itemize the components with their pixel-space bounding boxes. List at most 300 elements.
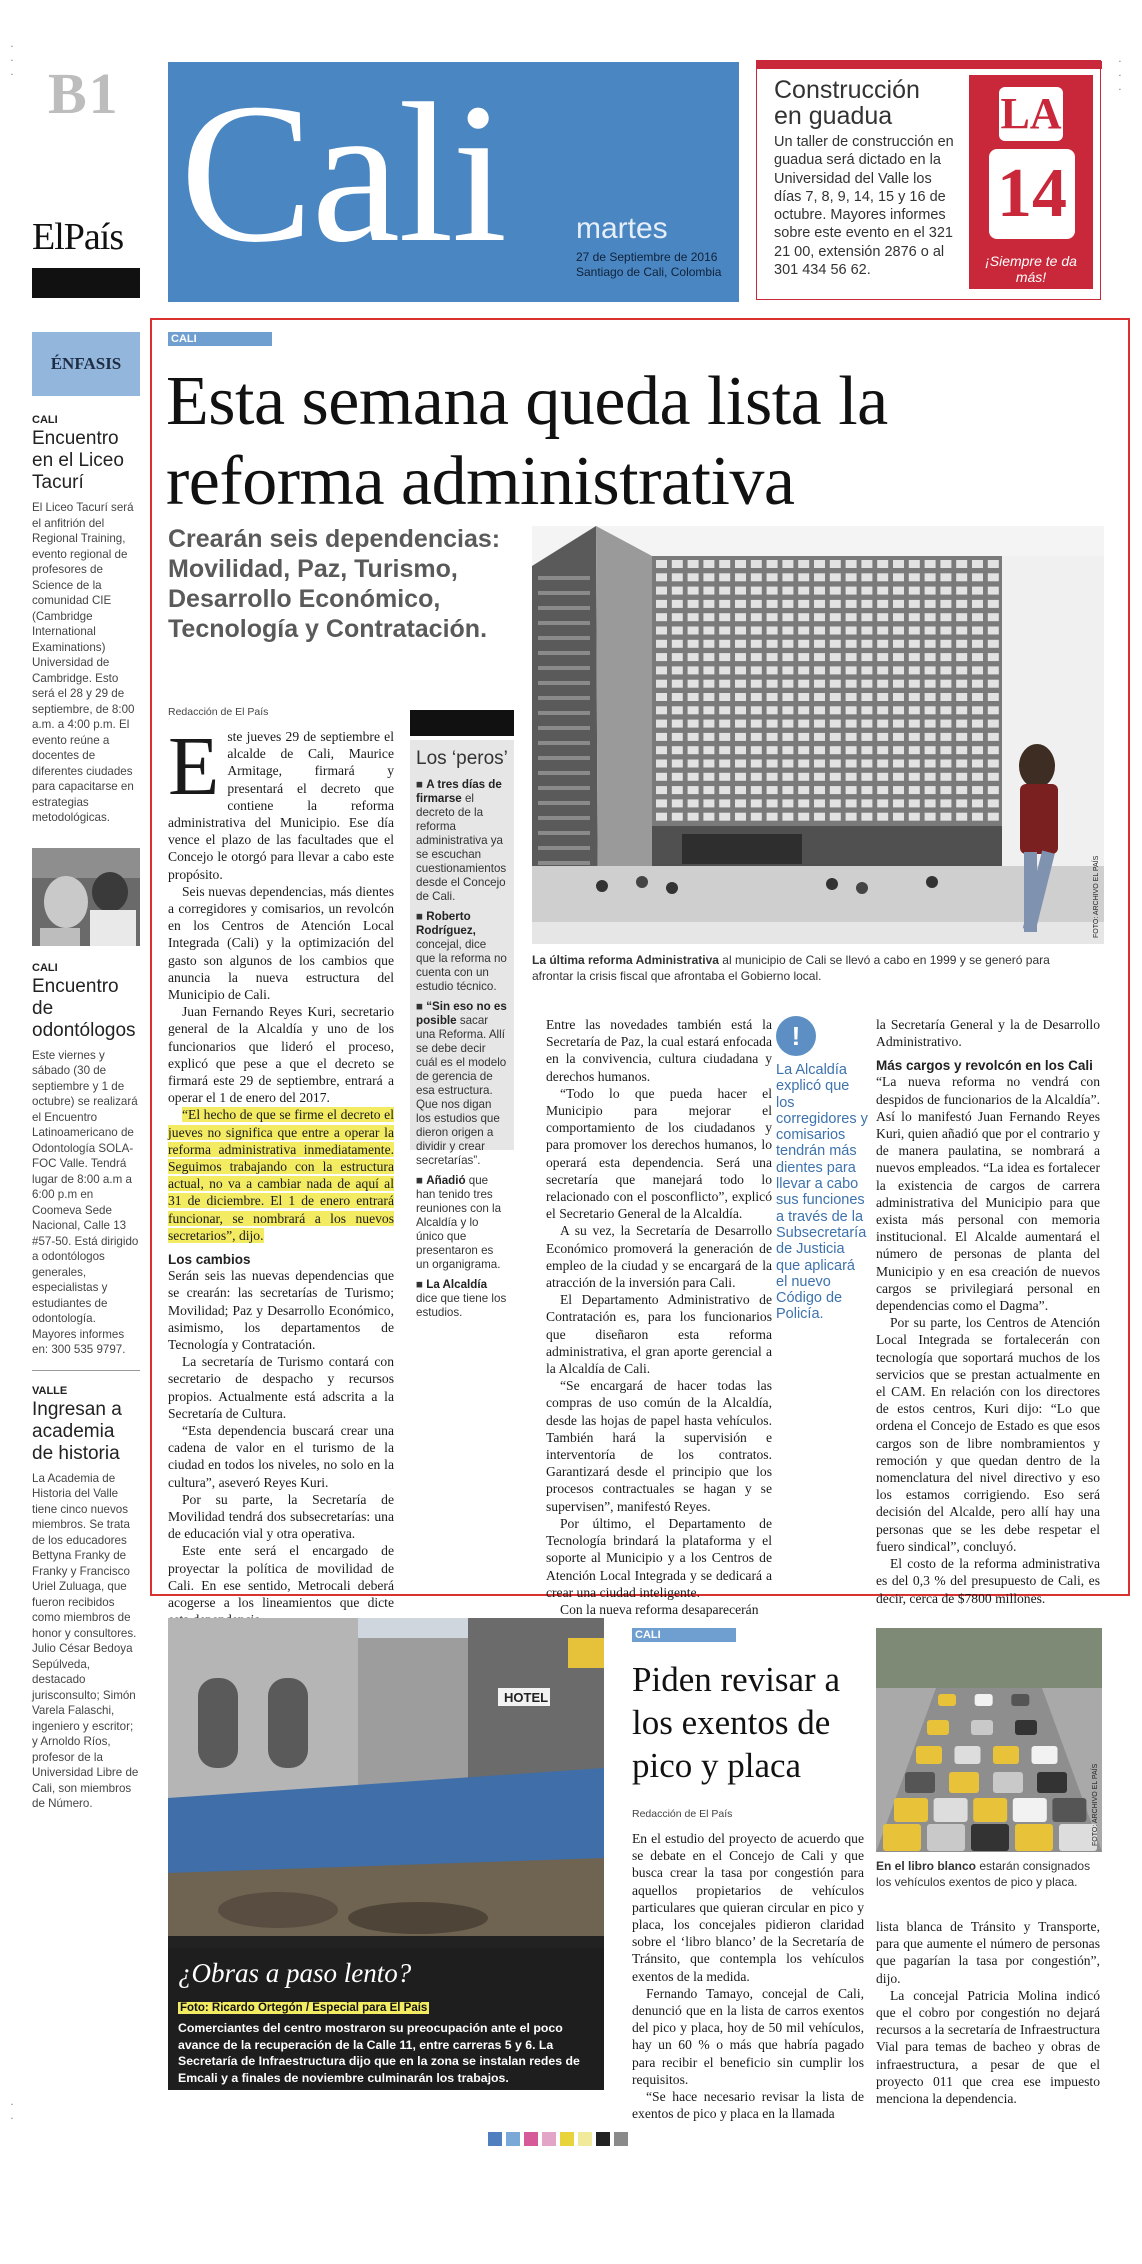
traffic-car (1015, 1720, 1037, 1735)
facade-window (877, 706, 888, 714)
facade-window (846, 613, 857, 621)
facade-window (814, 760, 825, 768)
facade-window (672, 600, 683, 608)
la14-slogan: ¡Siempre te da más! (985, 253, 1077, 285)
facade-window (956, 573, 967, 581)
facade-window (940, 613, 951, 621)
facade-window (767, 613, 778, 621)
facade-window (893, 733, 904, 741)
facade-window (925, 680, 936, 688)
facade-window (798, 573, 809, 581)
body-paragraph: En el estudio del proyecto de acuerdo que se debate en el Concejo de Cali y que busca crear la tasa por congestión para aquellos propietarios de vehículos particulares que quieran circular en pico y placa, los concejales pidieron claridad sobre el ‘libro blanco’ de la Secretaría de Tránsito, que contempla los vehículos exentos de la medida. (632, 1831, 864, 1984)
traffic-car (971, 1824, 1009, 1851)
facade-window (925, 627, 936, 635)
facade-window (751, 799, 762, 807)
facade-window (814, 613, 825, 621)
facade-window (846, 600, 857, 608)
facade-window (719, 560, 730, 568)
facade-window (798, 799, 809, 807)
main-column-1 (168, 720, 394, 1628)
facade-window (861, 733, 872, 741)
facade-window (751, 573, 762, 581)
obras-credit: Foto: Ricardo Ortegón / Especial para El País (180, 2002, 428, 2014)
sidebar-divider (32, 1370, 140, 1371)
facade-window (893, 813, 904, 821)
facade-window (672, 627, 683, 635)
facade-window (751, 640, 762, 648)
facade-window (940, 680, 951, 688)
promo-title-1: Construcción (774, 76, 920, 104)
facade-window (893, 560, 904, 568)
traffic-car (973, 1798, 1007, 1822)
facade-window (814, 560, 825, 568)
main-headline: Esta semana queda lista la reforma administrativa (166, 363, 888, 520)
side-facade-stripe (538, 801, 590, 805)
facade-window (877, 627, 888, 635)
facade-window (798, 627, 809, 635)
facade-window (798, 786, 809, 794)
sidebar-item (32, 1385, 140, 1812)
sidebar-item-tag: CALI (32, 961, 58, 974)
facade-window (877, 613, 888, 621)
facade-window (940, 666, 951, 674)
traffic-car (905, 1772, 935, 1793)
facade-window (925, 799, 936, 807)
peros-item-lead: A tres días de firmarse (416, 778, 502, 805)
facade-window (893, 573, 904, 581)
facade-window (719, 773, 730, 781)
facade-window (767, 573, 778, 581)
pico-column-2 (876, 1918, 1100, 2107)
facade-window (846, 813, 857, 821)
facade-window (751, 733, 762, 741)
facade-window (861, 627, 872, 635)
facade-window (719, 680, 730, 688)
facade-window (972, 640, 983, 648)
facade-window (861, 786, 872, 794)
facade-window (719, 720, 730, 728)
facade-window (735, 640, 746, 648)
facade-window (893, 600, 904, 608)
side-facade-stripe (538, 696, 590, 700)
page-number: B1 (48, 61, 120, 126)
facade-window (830, 600, 841, 608)
facade-window (925, 760, 936, 768)
facade-window (909, 760, 920, 768)
facade-window (893, 640, 904, 648)
facade-window (798, 733, 809, 741)
facade-window (830, 587, 841, 595)
facade-window (909, 627, 920, 635)
facade-window (972, 560, 983, 568)
promo-top-bar (757, 61, 1102, 69)
facade-window (925, 587, 936, 595)
facade-window (782, 706, 793, 714)
facade-window (940, 746, 951, 754)
facade-window (877, 666, 888, 674)
facade-window (972, 693, 983, 701)
facade-window (751, 653, 762, 661)
facade-window (988, 786, 999, 794)
facade-window (988, 680, 999, 688)
facade-window (688, 720, 699, 728)
facade-window (893, 666, 904, 674)
facade-window (798, 587, 809, 595)
peros-item-lead: “Sin eso no es posible (416, 1000, 507, 1027)
facade-window (656, 706, 667, 714)
facade-window (782, 746, 793, 754)
facade-window (767, 720, 778, 728)
facade-window (735, 666, 746, 674)
facade-window (688, 573, 699, 581)
facade-window (814, 706, 825, 714)
facade-window (988, 720, 999, 728)
facade-window (846, 560, 857, 568)
body-paragraph: “Todo lo que pueda hacer el Municipio para mejorar el comportamiento de los ciudadanos y para promover los derechos humanos, lo operará esta dependencia. Será una secretaría que manejará todo lo relacionado con el posconflicto”, explicó el Secretario General de la Alcaldía. (546, 1085, 772, 1222)
facade-window (735, 786, 746, 794)
color-swatch (614, 2132, 628, 2146)
side-facade-stripe (538, 576, 590, 580)
la14-badge-number: 14 (989, 149, 1075, 239)
facade-window (940, 640, 951, 648)
facade-window (988, 640, 999, 648)
facade-window (846, 746, 857, 754)
facade-window (940, 653, 951, 661)
facade-window (830, 613, 841, 621)
facade-window (814, 640, 825, 648)
facade-window (893, 627, 904, 635)
facade-window (767, 786, 778, 794)
facade-window (893, 653, 904, 661)
facade-window (972, 600, 983, 608)
facade-window (846, 653, 857, 661)
facade-window (940, 560, 951, 568)
facade-window (767, 600, 778, 608)
facade-window (972, 573, 983, 581)
facade-window (688, 666, 699, 674)
facade-window (877, 693, 888, 701)
facade-window (972, 746, 983, 754)
facade-window (925, 573, 936, 581)
facade-window (956, 706, 967, 714)
facade-window (877, 760, 888, 768)
facade-window (830, 720, 841, 728)
caption-lead: En el libro blanco (876, 1859, 977, 1873)
facade-window (925, 613, 936, 621)
facade-window (846, 786, 857, 794)
facade-window (830, 760, 841, 768)
facade-window (877, 560, 888, 568)
facade-window (861, 746, 872, 754)
peros-item-text: que han tenido tres reuniones con la Alcaldía y lo único que presentaron es un organigrama. (416, 1174, 502, 1271)
facade-window (767, 693, 778, 701)
peros-item: ■ “Sin eso no es posible sacar una Reforma. Allí se debe decir cuál es el modelo de gerencia de esa estructura. Que nos digan los estudios que dieron origen a dividir y crear secretarías”. (416, 1000, 507, 1167)
facade-window (688, 693, 699, 701)
facade-window (988, 706, 999, 714)
facade-window (909, 613, 920, 621)
facade-window (719, 760, 730, 768)
facade-window (925, 693, 936, 701)
facade-window (846, 640, 857, 648)
facade-window (846, 573, 857, 581)
peros-item: ■ Roberto Rodríguez, concejal, dice que la reforma no cuenta con un estudio técnico. (416, 910, 507, 993)
facade-window (672, 560, 683, 568)
main-section-tag: CALI (168, 332, 272, 346)
facade-window (672, 786, 683, 794)
facade-window (814, 600, 825, 608)
facade-window (735, 773, 746, 781)
facade-window (719, 627, 730, 635)
facade-window (988, 627, 999, 635)
facade-window (735, 799, 746, 807)
facade-window (703, 666, 714, 674)
peros-item: ■ A tres días de firmarse el decreto de la reforma administrativa ya se escuchan cuestionamientos desde el Concejo de Cali. (416, 778, 507, 903)
facade-window (830, 640, 841, 648)
facade-window (767, 587, 778, 595)
facade-window (861, 560, 872, 568)
facade-window (735, 720, 746, 728)
facade-window (672, 666, 683, 674)
facade-window (656, 786, 667, 794)
side-facade-stripe (538, 621, 590, 625)
facade-window (656, 573, 667, 581)
traffic-car (993, 1746, 1019, 1764)
facade-window (782, 680, 793, 688)
main-deck: Crearán seis dependencias: Movilidad, Paz, Turismo, Desarrollo Económico, Tecnología y Contratación. (168, 525, 501, 643)
traffic-car (894, 1798, 928, 1822)
facade-window (909, 666, 920, 674)
facade-window (735, 733, 746, 741)
facade-window (719, 693, 730, 701)
facade-window (751, 720, 762, 728)
facade-window (877, 813, 888, 821)
color-swatch (524, 2132, 538, 2146)
drop-cap: E (168, 720, 220, 813)
facade-window (688, 813, 699, 821)
facade-window (798, 760, 809, 768)
facade-window (940, 760, 951, 768)
facade-window (814, 653, 825, 661)
body-paragraph: Fernando Tamayo, concejal de Cali, denunció que en la lista de carros exentos del pico y placa, hoy de 50 mil vehículos, hay un 60 % o más que habría pagado para recibir el beneficio sin cumplir los requisitos. (632, 1985, 864, 2087)
facade-window (972, 813, 983, 821)
facade-window (940, 786, 951, 794)
facade-window (956, 813, 967, 821)
facade-window (909, 733, 920, 741)
facade-window (656, 587, 667, 595)
facade-window (956, 720, 967, 728)
main-byline: Redacción de El País (168, 706, 269, 718)
section-title: Cali (180, 63, 506, 284)
facade-window (672, 760, 683, 768)
facade-window (956, 773, 967, 781)
facade-window (846, 587, 857, 595)
facade-window (861, 653, 872, 661)
facade-window (656, 666, 667, 674)
facade-window (735, 560, 746, 568)
facade-window (672, 680, 683, 688)
caption-lead: La última reforma Administrativa (532, 953, 719, 967)
facade-window (972, 613, 983, 621)
facade-window (988, 587, 999, 595)
facade-window (688, 560, 699, 568)
facade-window (767, 799, 778, 807)
traffic-car (883, 1824, 921, 1851)
facade-window (877, 600, 888, 608)
facade-window (672, 720, 683, 728)
crop-marks-right: · · · (1118, 56, 1123, 96)
facade-window (940, 706, 951, 714)
facade-window (798, 613, 809, 621)
facade-window (782, 666, 793, 674)
facade-window (988, 760, 999, 768)
facade-window (830, 786, 841, 794)
facade-window (703, 733, 714, 741)
facade-window (988, 746, 999, 754)
facade-window (972, 786, 983, 794)
facade-window (751, 627, 762, 635)
facade-window (798, 813, 809, 821)
side-facade-stripe (538, 711, 590, 715)
facade-window (672, 746, 683, 754)
traffic-photo (876, 1628, 1102, 1852)
facade-window (893, 799, 904, 807)
facade-window (782, 799, 793, 807)
facade-window (846, 760, 857, 768)
facade-window (688, 706, 699, 714)
facade-window (830, 799, 841, 807)
color-registration-bar (488, 2132, 628, 2146)
facade-window (703, 640, 714, 648)
facade-window (909, 653, 920, 661)
facade-window (846, 706, 857, 714)
traffic-car (971, 1720, 993, 1735)
facade-window (846, 666, 857, 674)
peros-top-bar (410, 710, 514, 736)
facade-window (893, 720, 904, 728)
facade-window (656, 799, 667, 807)
facade-window (798, 666, 809, 674)
facade-window (893, 760, 904, 768)
facade-window (830, 573, 841, 581)
facade-window (846, 627, 857, 635)
sidebar-item-text: Este viernes y sábado (30 de septiembre y 1 de octubre) se realizará el Encuentro Latinoamericano de Odontología SOLA-FOC Valle. Tendrá lugar de 8:00 a.m a 6:00 p.m en Coomeva Sede Nacional, Calle 13 #57-50. Está dirigido a odontólogos generales, especialistas y estudiantes de odontología. Mayores informes en: 300 535 9797. (32, 1048, 139, 1356)
facade-window (893, 773, 904, 781)
facade-window (846, 680, 857, 688)
facade-window (735, 680, 746, 688)
facade-window (814, 773, 825, 781)
facade-window (703, 720, 714, 728)
facade-window (830, 773, 841, 781)
facade-window (893, 680, 904, 688)
facade-window (940, 600, 951, 608)
facade-window (925, 746, 936, 754)
banner-place: Santiago de Cali, Colombia (576, 265, 722, 279)
body-paragraph: El Departamento Administrativo de Contratación es, para los funcionarios que diseñaron esta reforma administrativa, el gran aporte gerencial a la Alcaldía de Cali. (546, 1292, 772, 1377)
promo-title-2: en guadua (774, 102, 893, 130)
body-subhead: Más cargos y revolcón en los Cali (876, 1058, 1093, 1074)
side-facade-stripe (538, 606, 590, 610)
facade-window (703, 560, 714, 568)
sidebar-dentist-photo (32, 848, 140, 946)
facade-window (688, 587, 699, 595)
exclamation-icon: ! (776, 1016, 816, 1056)
facade-window (688, 733, 699, 741)
facade-window (814, 587, 825, 595)
facade-window (814, 786, 825, 794)
peros-item-text: el decreto de la reforma administrativa ya se escuchan cuestionamientos desde el Concejo de Cali. (416, 792, 507, 903)
facade-window (861, 760, 872, 768)
facade-window (719, 746, 730, 754)
facade-window (767, 627, 778, 635)
facade-window (940, 627, 951, 635)
facade-window (956, 760, 967, 768)
facade-window (703, 600, 714, 608)
facade-window (703, 760, 714, 768)
facade-window (861, 773, 872, 781)
facade-window (956, 560, 967, 568)
facade-window (830, 653, 841, 661)
facade-window (846, 733, 857, 741)
facade-window (782, 613, 793, 621)
facade-window (751, 813, 762, 821)
facade-window (735, 813, 746, 821)
body-paragraph: Serán seis las nuevas dependencias que se crearán: las secretarías de Turismo; Movilidad; Paz y Desarrollo Económico, asimismo, los departamentos de Tecnología y Contratación. (168, 1268, 394, 1352)
color-swatch (488, 2132, 502, 2146)
facade-window (688, 799, 699, 807)
traffic-car (1013, 1798, 1047, 1822)
facade-window (925, 666, 936, 674)
facade-window (956, 733, 967, 741)
facade-window (972, 760, 983, 768)
facade-window (956, 666, 967, 674)
facade-window (909, 600, 920, 608)
facade-window (814, 813, 825, 821)
facade-window (672, 813, 683, 821)
side-facade-stripe (538, 846, 590, 850)
facade-window (719, 706, 730, 714)
facade-window (782, 640, 793, 648)
peros-title: Los ‘peros’ (416, 748, 508, 769)
facade-window (798, 640, 809, 648)
facade-window (940, 773, 951, 781)
sidebar-item-tag: CALI (32, 414, 58, 426)
facade-window (861, 693, 872, 701)
facade-window (703, 799, 714, 807)
facade-window (972, 653, 983, 661)
facade-window (909, 680, 920, 688)
pico-byline: Redacción de El País (632, 1808, 733, 1820)
street-works-photo (168, 1618, 604, 1948)
facade-window (767, 640, 778, 648)
body-paragraph: Por su parte, la Secretaría de Movilidad tendrá dos subsecretarías: una de educación vial y otra operativa. (168, 1491, 394, 1542)
body-paragraph: “Se hace necesario revisar la lista de exentos de pico y placa en la llamada (632, 2089, 864, 2122)
facade-window (767, 680, 778, 688)
facade-window (940, 720, 951, 728)
facade-window (719, 799, 730, 807)
peros-item-lead: Añadió (426, 1174, 466, 1187)
facade-window (798, 746, 809, 754)
facade-window (782, 813, 793, 821)
body-paragraph: “Se encargará de hacer todas las compras de uso común de la Alcaldía, desde las hojas de papel hasta vehículos. También hará la supervisión e interventoría de los contratos. Garantizará desde el principio que los procesos contractuales se hagan y se supervisen”, manifestó Reyes. (546, 1378, 772, 1514)
facade-window (830, 706, 841, 714)
facade-window (751, 786, 762, 794)
facade-window (767, 560, 778, 568)
facade-window (751, 600, 762, 608)
sidebar-item-title: Encuentro de odontólogos (32, 975, 136, 1041)
facade-window (925, 773, 936, 781)
facade-window (925, 720, 936, 728)
facade-window (846, 799, 857, 807)
